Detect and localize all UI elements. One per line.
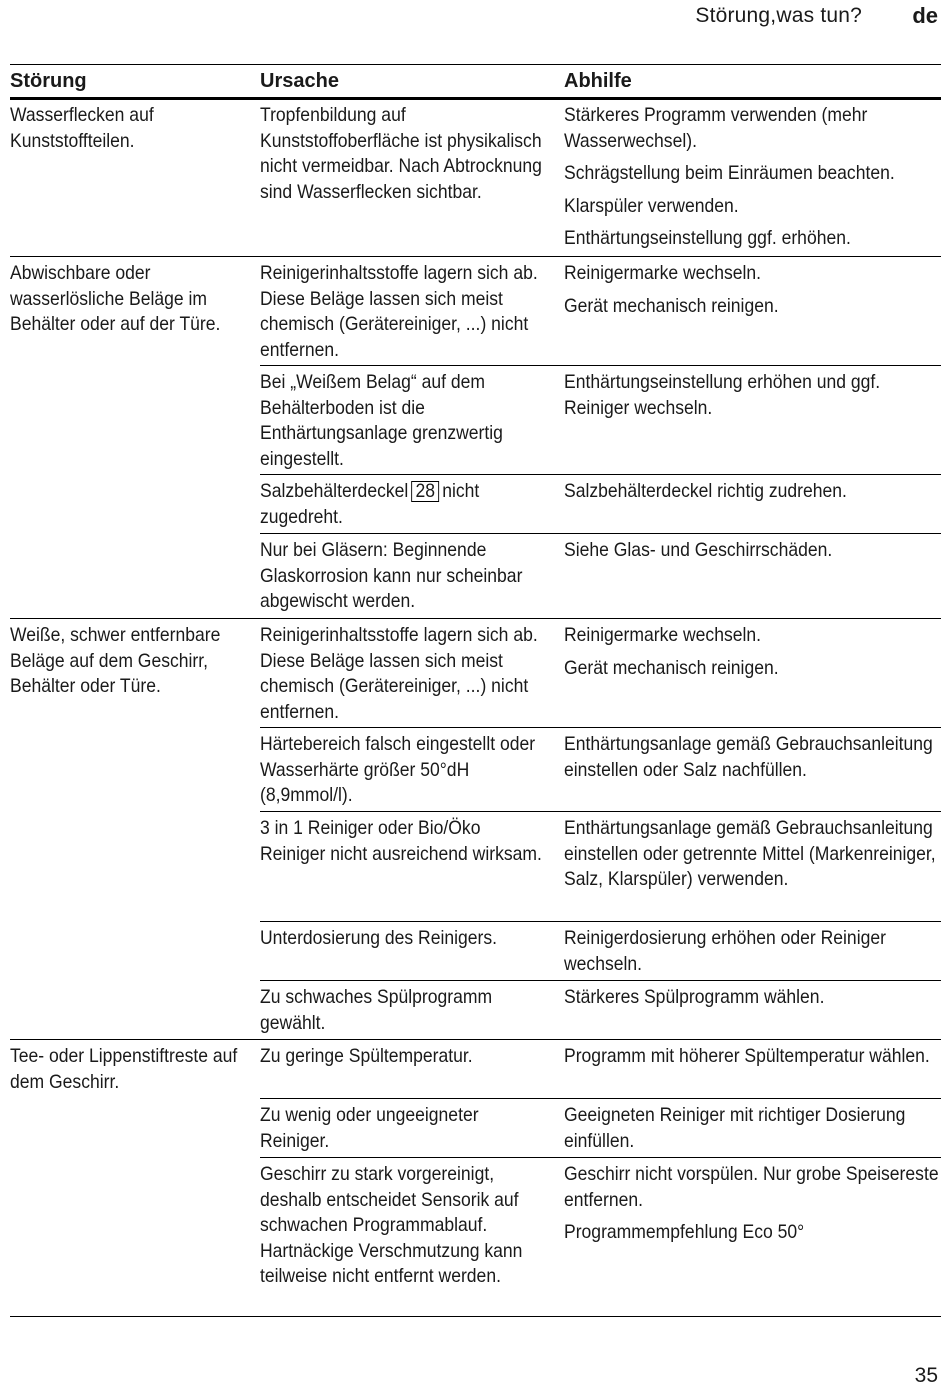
cause-text-part: Salzbehälterdeckel xyxy=(260,480,409,502)
table-bottom-divider xyxy=(10,1316,941,1317)
column-header-fault: Störung xyxy=(10,70,87,92)
row-divider xyxy=(260,811,941,812)
row-divider xyxy=(260,533,941,534)
remedy-text: Klarspüler verwenden. xyxy=(564,194,739,217)
remedy-text: Stärkeres Programm verwenden (mehr Wasserwechsel). xyxy=(564,104,868,152)
remedy-text: Enthärtungsanlage gemäß Gebrauchsanleitung einstellen oder Salz nachfüllen. xyxy=(564,733,933,781)
cause-text: Reinigerinhaltsstoffe lagern sich ab. Diese Beläge lassen sich meist chemisch (Gerätereiniger, ...) nicht entfernen. xyxy=(260,624,538,723)
cause-text xyxy=(260,479,546,530)
cause-cell xyxy=(260,816,546,867)
remedy-cell xyxy=(564,479,940,505)
fault-cell xyxy=(10,1044,248,1095)
remedy-cell xyxy=(564,816,940,893)
row-divider xyxy=(10,618,941,619)
row-divider xyxy=(260,365,941,366)
remedy-text: Schrägstellung beim Einräumen beachten. xyxy=(564,162,895,184)
fault-text: Weiße, schwer entfernbare Beläge auf dem Geschirr, Behälter oder Türe. xyxy=(10,624,221,697)
cause-text: Reinigerinhaltsstoffe lagern sich ab. Diese Beläge lassen sich meist chemisch (Gerätereiniger, ...) nicht entfernen. xyxy=(260,262,538,361)
row-divider xyxy=(10,256,941,257)
column-header-remedy: Abhilfe xyxy=(564,70,632,92)
remedy-cell xyxy=(564,732,940,783)
cause-text: Tropfenbildung auf Kunststoffoberfläche ist physikalisch nicht vermeidbar. Nach Abtrocknung sind Wasserflecken sichtbar. xyxy=(260,104,542,203)
remedy-text: Geeigneten Reiniger mit richtiger Dosierung einfüllen. xyxy=(564,1104,906,1152)
column-header-divider xyxy=(10,97,941,100)
remedy-text: Enthärtungsanlage gemäß Gebrauchsanleitung einstellen oder getrennte Mittel (Markenreiniger, Salz, Klarspüler) verwenden. xyxy=(564,817,936,890)
page-number: 35 xyxy=(914,1364,938,1387)
cause-cell xyxy=(260,103,546,205)
remedy-text: Programmempfehlung Eco 50° xyxy=(564,1221,805,1243)
cause-cell xyxy=(260,1162,546,1290)
row-divider xyxy=(260,1098,941,1099)
fault-text: Abwischbare oder wasserlösliche Beläge im Behälter oder auf der Türe. xyxy=(10,262,221,335)
cause-text: 3 in 1 Reiniger oder Bio/Öko Reiniger nicht ausreichend wirksam. xyxy=(260,817,542,865)
cause-text: Geschirr zu stark vorgereinigt, deshalb entscheidet Sensorik auf schwachen Programmablauf. Hartnäckige Verschmutzung kann teilweise nicht entfernt werden. xyxy=(260,1163,523,1287)
section-title: Störung,was tun? xyxy=(695,4,862,27)
remedy-text: Siehe Glas- und Geschirrschäden. xyxy=(564,539,833,561)
remedy-text: Reinigerdosierung erhöhen oder Reiniger wechseln. xyxy=(564,927,886,975)
fault-cell xyxy=(10,103,248,154)
remedy-cell xyxy=(564,103,940,252)
row-divider xyxy=(260,1157,941,1158)
cause-cell xyxy=(260,926,546,952)
remedy-cell xyxy=(564,926,940,977)
row-divider xyxy=(10,1039,941,1040)
remedy-cell xyxy=(564,370,940,421)
language-code: de xyxy=(912,3,938,28)
cause-text: Zu schwaches Spülprogramm gewählt. xyxy=(260,986,493,1034)
fault-text: Wasserflecken auf Kunststoffteilen. xyxy=(10,104,154,152)
cause-text: Zu wenig oder ungeeigneter Reiniger. xyxy=(260,1104,479,1152)
row-divider xyxy=(260,980,941,981)
cause-cell xyxy=(260,1103,546,1154)
remedy-cell xyxy=(564,623,940,681)
remedy-cell xyxy=(564,538,940,564)
cause-text: Härtebereich falsch eingestellt oder Wasserhärte größer 50°dH (8,9mmol/l). xyxy=(260,733,536,806)
cause-cell xyxy=(260,1044,546,1070)
fault-cell xyxy=(10,623,248,700)
remedy-text: Reinigermarke wechseln. xyxy=(564,624,762,646)
cause-text: Zu geringe Spültemperatur. xyxy=(260,1045,473,1067)
column-header-cause: Ursache xyxy=(260,70,339,92)
cause-cell xyxy=(260,985,546,1036)
remedy-cell xyxy=(564,985,940,1011)
remedy-cell xyxy=(564,261,940,319)
remedy-text: Enthärtungseinstellung erhöhen und ggf. Reiniger wechseln. xyxy=(564,371,881,419)
cause-text: Bei „Weißem Belag“ auf dem Behälterboden ist die Enthärtungsanlage grenzwertig eingestellt. xyxy=(260,371,503,470)
cause-cell xyxy=(260,261,546,363)
remedy-cell xyxy=(564,1162,940,1246)
remedy-cell xyxy=(564,1103,940,1154)
cause-cell xyxy=(260,732,546,809)
cause-cell xyxy=(260,623,546,725)
row-divider xyxy=(260,474,941,475)
remedy-text: Reinigermarke wechseln. xyxy=(564,262,762,284)
row-divider xyxy=(260,727,941,728)
remedy-text: Programm mit höherer Spültemperatur wählen. xyxy=(564,1045,930,1067)
remedy-text: Enthärtungseinstellung ggf. erhöhen. xyxy=(564,227,851,249)
row-divider xyxy=(260,921,941,922)
header-divider xyxy=(10,64,941,65)
remedy-text: Salzbehälterdeckel richtig zudrehen. xyxy=(564,480,847,502)
cause-cell xyxy=(260,538,546,615)
cause-cell xyxy=(260,479,546,530)
remedy-text: Geschirr nicht vorspülen. Nur grobe Speisereste entfernen. xyxy=(564,1163,939,1211)
remedy-text: Stärkeres Spülprogramm wählen. xyxy=(564,986,825,1008)
part-reference-number: 28 xyxy=(411,481,440,502)
remedy-text: Gerät mechanisch reinigen. xyxy=(564,294,779,317)
fault-cell xyxy=(10,261,248,338)
cause-cell xyxy=(260,370,546,472)
remedy-text: Gerät mechanisch reinigen. xyxy=(564,656,779,679)
cause-text: Unterdosierung des Reinigers. xyxy=(260,927,498,949)
remedy-cell xyxy=(564,1044,940,1070)
fault-text: Tee- oder Lippenstiftreste auf dem Geschirr. xyxy=(10,1045,238,1093)
cause-text-part: nicht zugedreht. xyxy=(260,480,480,528)
cause-text: Nur bei Gläsern: Beginnende Glaskorrosion kann nur scheinbar abgewischt werden. xyxy=(260,539,523,612)
